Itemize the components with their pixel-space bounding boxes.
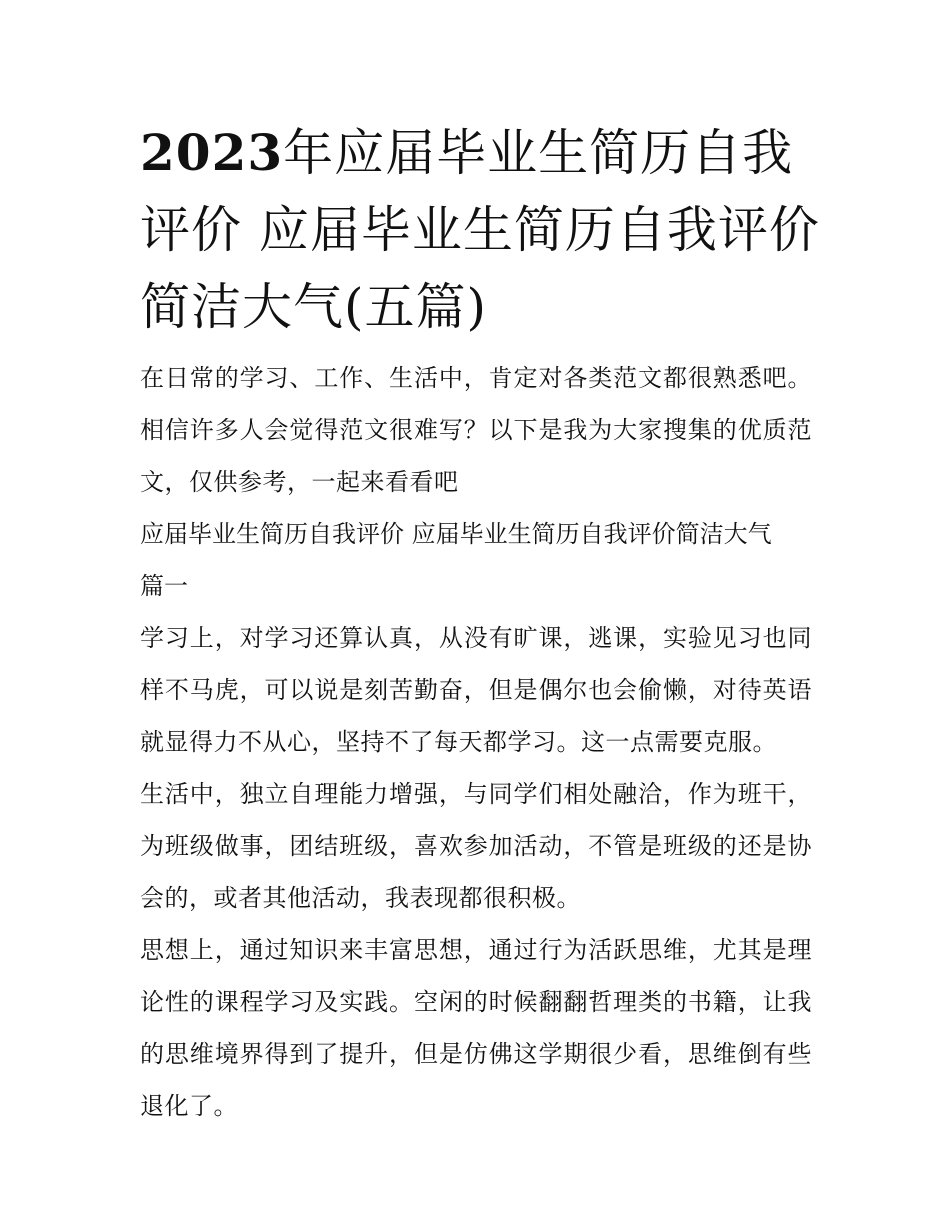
section-label: 篇一	[140, 572, 188, 600]
paragraph-thought: 思想上，通过知识来丰富思想，通过行为活跃思维，尤其是理论性的课程学习及实践。空闲的时候翻翻哲理类的书籍，让我的思维境界得到了提升，但是仿佛这学期很少看，思维倒有些退化了。	[140, 936, 812, 1120]
document-title	[140, 114, 820, 346]
title-text: 年应届毕业生简历自我评价 应届毕业生简历自我评价简洁大气(五篇)	[140, 124, 820, 336]
title-year: 2023	[140, 123, 284, 182]
intro-paragraph: 在日常的学习、工作、生活中，肯定对各类范文都很熟悉吧。相信许多人会觉得范文很难写？以下是我为大家搜集的优质范文，仅供参考，一起来看看吧	[140, 364, 812, 496]
paragraph-study: 学习上，对学习还算认真，从没有旷课，逃课，实验见习也同样不马虎，可以说是刻苦勤奋，但是偶尔也会偷懒，对待英语就显得力不从心，坚持不了每天都学习。这一点需要克服。	[140, 624, 812, 756]
paragraph-life: 生活中，独立自理能力增强，与同学们相处融洽，作为班干，为班级做事，团结班级，喜欢参加活动，不管是班级的还是协会的，或者其他活动，我表现都很积极。	[140, 780, 812, 912]
section-heading: 应届毕业生简历自我评价 应届毕业生简历自我评价简洁大气	[140, 520, 772, 548]
document-body	[140, 352, 812, 1132]
